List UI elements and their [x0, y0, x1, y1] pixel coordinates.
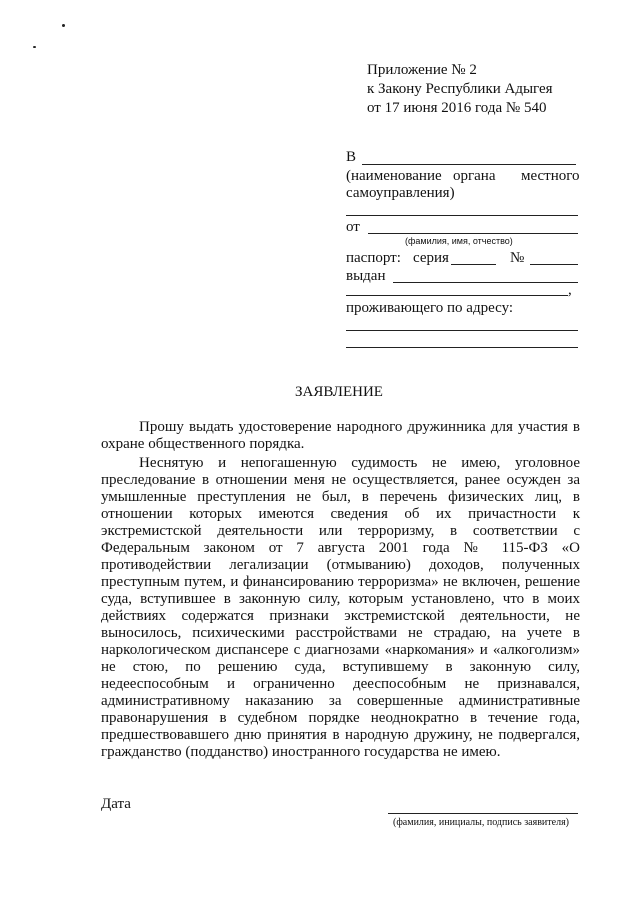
paragraph-2-line-8: преступным путем, и финансированию терроризма» не включен, решение: [101, 574, 580, 590]
paragraph-2-line-15: административному наказанию за совершенные административные: [101, 693, 580, 709]
paragraph-2-line-3: умышленные преступления не был, в перечень физических лиц, в: [101, 489, 580, 505]
fio-line: [368, 233, 578, 234]
paragraph-2-line-2: преследование в отношении меня не осуществляется, ранее осужден за: [101, 472, 580, 488]
appendix-line-2: к Закону Республики Адыгея: [367, 81, 553, 97]
from-prefix: от: [346, 219, 360, 235]
issued-line: [393, 282, 578, 283]
paragraph-2-line-6: Федеральным законом от 7 августа 2001 года № 115-ФЗ «О: [101, 540, 580, 556]
organ-extra-line: [346, 215, 578, 216]
organ-word-1: (наименование: [346, 168, 442, 184]
scan-speck: [62, 24, 65, 27]
issued-label: выдан: [346, 268, 386, 284]
signature-line: [388, 813, 578, 814]
paragraph-2-line-9: суда, вступившее в законную силу, которым установлено, что в моих: [101, 591, 580, 607]
date-label: Дата: [101, 796, 131, 812]
paragraph-2-line-1: Неснятую и непогашенную судимость не имею, уголовное: [139, 455, 580, 471]
series-line: [451, 264, 496, 265]
number-line: [530, 264, 578, 265]
organ-word-2: органа: [453, 168, 496, 184]
address-line-2: [346, 347, 578, 348]
number-label: №: [510, 250, 525, 266]
address-line-1: [346, 330, 578, 331]
address-label: проживающего по адресу:: [346, 300, 514, 316]
document-title: ЗАЯВЛЕНИЕ: [295, 384, 383, 400]
paragraph-2-line-17: предшествовавшего дню принятия в народную дружину, не подвергался,: [101, 727, 580, 743]
organ-line-2: самоуправления): [346, 185, 455, 201]
recipient-organ-line: [362, 164, 576, 165]
paragraph-1-line-2: охране общественного порядка.: [101, 436, 305, 452]
appendix-line-3: от 17 июня 2016 года № 540: [367, 100, 547, 116]
paragraph-2-line-5: экстремистской деятельности или терроризму, в соответствии с: [101, 523, 580, 539]
paragraph-2-line-13: не стою, по решению суда, вступившему в законную силу,: [101, 659, 580, 675]
paragraph-2-line-10: действиях содержатся признаки экстремистской деятельности, не: [101, 608, 580, 624]
series-label: серия: [413, 250, 449, 266]
paragraph-2-line-14: недееспособным и ограниченно дееспособным не признавался,: [101, 676, 580, 692]
paragraph-2-line-7: противодействии легализации (отмыванию) доходов, полученных: [101, 557, 580, 573]
paragraph-2-line-18: гражданство (подданство) иностранного государства не имею.: [101, 744, 501, 760]
paragraph-1-line-1: Прошу выдать удостоверение народного дружинника для участия в: [139, 419, 580, 435]
passport-label: паспорт:: [346, 250, 401, 266]
to-prefix: В: [346, 149, 357, 165]
signature-caption: (фамилия, инициалы, подпись заявителя): [393, 817, 570, 828]
paragraph-2-line-11: выносилось, психическими расстройствами не страдаю, на учете в: [101, 625, 580, 641]
paragraph-2-line-16: правонарушения в судебном порядке неоднократно в течение года,: [101, 710, 580, 726]
issued-comma: ,: [568, 282, 572, 298]
fio-caption: (фамилия, имя, отчество): [405, 236, 513, 246]
appendix-line-1: Приложение № 2: [367, 62, 477, 78]
paragraph-2-line-4: отношении которых имеются сведения об их причастности к: [101, 506, 580, 522]
organ-word-3: местного: [521, 168, 580, 184]
paragraph-2-line-12: наркологическом диспансере с диагнозами «наркомания» и «алкоголизм»: [101, 642, 580, 658]
scan-speck: [33, 46, 36, 48]
issued-extra-line: [346, 295, 568, 296]
